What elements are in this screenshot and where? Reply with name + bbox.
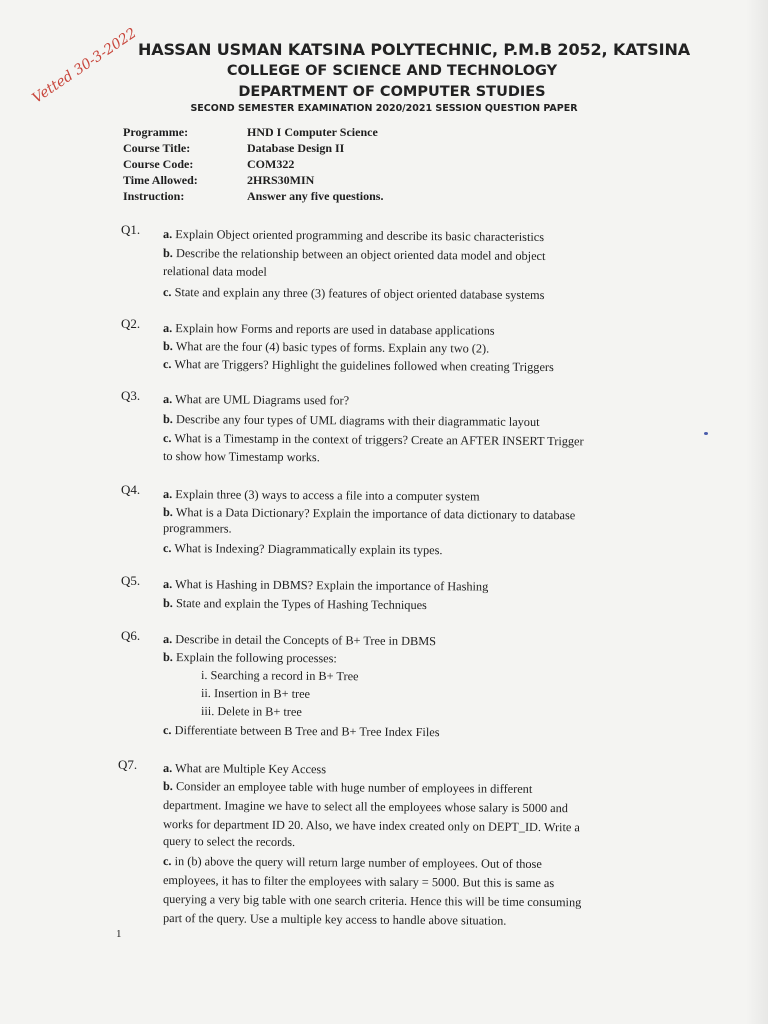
line-text: State and explain any three (3) features of object oriented database systems xyxy=(171,285,545,302)
part-marker: c. xyxy=(162,357,172,372)
info-programme xyxy=(123,125,378,140)
part-marker: b. xyxy=(162,596,173,611)
line-text: relational data model xyxy=(162,264,267,279)
line-text: querying a very big table with one search criteria. Hence this will be time consuming xyxy=(162,892,582,910)
question-line xyxy=(163,650,337,666)
part-marker: b. xyxy=(162,650,173,665)
question-line xyxy=(163,541,443,558)
part-marker: c. xyxy=(162,541,172,556)
question-number: Q1. xyxy=(121,222,141,237)
question-line xyxy=(163,892,581,910)
question-line xyxy=(163,246,546,264)
question-line xyxy=(163,321,495,339)
question-number: Q7. xyxy=(118,757,138,772)
line-text: What are UML Diagrams used for? xyxy=(172,392,350,408)
college-title: COLLEGE OF SCIENCE AND TECHNOLOGY xyxy=(226,63,558,79)
line-text: in (b) above the query will return large number of employees. Out of those xyxy=(171,854,542,871)
info-instruction xyxy=(123,189,384,204)
part-marker: a. xyxy=(162,487,173,502)
part-marker: b. xyxy=(162,505,173,520)
info-time-allowed xyxy=(123,173,315,188)
line-text: programmers. xyxy=(162,521,232,536)
question-line xyxy=(163,412,540,430)
time-label: Time Allowed: xyxy=(123,173,198,187)
question-number: Q5. xyxy=(121,573,141,588)
question-line xyxy=(163,431,584,449)
question-line xyxy=(163,761,326,777)
line-text: What is a Timestamp in the context of triggers? Create an AFTER INSERT Trigger xyxy=(171,431,584,449)
question-line xyxy=(163,285,545,303)
line-text: What are the four (4) basic types of forms. Explain any two (2). xyxy=(172,339,490,356)
question-line xyxy=(163,873,554,891)
line-text: i. Searching a record in B+ Tree xyxy=(200,668,359,684)
department-title: DEPARTMENT OF COMPUTER STUDIES xyxy=(238,84,546,100)
line-text: Explain three (3) ways to access a file into a computer system xyxy=(172,487,480,504)
question-line xyxy=(163,911,507,929)
exam-title: SECOND SEMESTER EXAMINATION 2020/2021 SESSION QUESTION PAPER xyxy=(190,103,578,114)
question-number: Q3. xyxy=(121,388,141,403)
part-marker: a. xyxy=(162,227,173,242)
question-line xyxy=(163,449,320,465)
part-marker: c. xyxy=(162,285,172,300)
line-text: Describe any four types of UML diagrams with their diagrammatic layout xyxy=(172,412,540,429)
question-line xyxy=(201,704,302,720)
line-text: Explain how Forms and reports are used in database applications xyxy=(172,321,495,338)
part-marker: a. xyxy=(162,392,173,407)
programme-value: HND I Computer Science xyxy=(247,125,378,139)
course-code-value: COM322 xyxy=(247,157,295,171)
question-line xyxy=(163,596,427,613)
part-marker: b. xyxy=(162,779,173,794)
instruction-label: Instruction: xyxy=(123,189,185,203)
part-marker: c. xyxy=(162,431,172,446)
page-number: 1 xyxy=(116,928,122,940)
line-text: What are Triggers? Highlight the guidelines followed when creating Triggers xyxy=(171,357,554,375)
part-marker: a. xyxy=(162,632,173,647)
question-line xyxy=(201,686,310,702)
line-text: State and explain the Types of Hashing Techniques xyxy=(172,596,427,613)
scan-edge-shadow xyxy=(746,0,768,1024)
question-number: Q2. xyxy=(121,316,141,331)
line-text: to show how Timestamp works. xyxy=(162,449,320,465)
part-marker: c. xyxy=(162,723,172,738)
course-title-label: Course Title: xyxy=(123,141,191,155)
question-line xyxy=(163,854,542,872)
instruction-value: Answer any five questions. xyxy=(247,189,384,203)
line-text: Differentiate between B Tree and B+ Tree Index Files xyxy=(171,723,440,740)
part-marker: b. xyxy=(162,339,173,354)
line-text: Explain Object oriented programming and describe its basic characteristics xyxy=(172,227,545,244)
line-text: Describe the relationship between an object oriented data model and object xyxy=(172,246,546,264)
question-line xyxy=(163,487,480,504)
line-text: iii. Delete in B+ tree xyxy=(200,704,302,719)
part-marker: b. xyxy=(162,412,173,427)
question-line xyxy=(163,227,544,245)
question-line xyxy=(163,357,554,375)
question-line xyxy=(163,834,295,850)
line-text: Consider an employee table with huge number of employees in different xyxy=(172,779,533,796)
line-text: query to select the records. xyxy=(162,834,296,850)
line-text: works for department ID 20. Also, we have index created only on DEPT_ID. Write a xyxy=(162,817,580,835)
info-course-code xyxy=(123,157,295,172)
question-line xyxy=(163,798,568,816)
question-number: Q4. xyxy=(121,482,141,497)
line-text: What is Indexing? Diagrammatically explain its types. xyxy=(171,541,443,558)
line-text: Explain the following processes: xyxy=(172,650,337,666)
question-line xyxy=(163,264,267,280)
question-line xyxy=(163,779,532,797)
handwritten-vetted-note: Vetted 30-3-2022 xyxy=(29,25,140,107)
line-text: What is Hashing in DBMS? Explain the importance of Hashing xyxy=(172,577,489,594)
part-marker: c. xyxy=(162,854,172,869)
programme-label: Programme: xyxy=(123,125,189,139)
course-title-value: Database Design II xyxy=(247,141,345,155)
question-line xyxy=(163,577,488,595)
question-line xyxy=(163,392,349,408)
ink-speck xyxy=(704,432,708,435)
line-text: What is a Data Dictionary? Explain the importance of data dictionary to database xyxy=(172,505,576,523)
question-number: Q6. xyxy=(121,628,141,643)
institution-title: HASSAN USMAN KATSINA POLYTECHNIC, P.M.B 2052, KATSINA xyxy=(137,40,691,59)
question-line xyxy=(163,632,436,649)
line-text: part of the query. Use a multiple key access to handle above situation. xyxy=(162,911,507,928)
line-text: Describe in detail the Concepts of B+ Tree in DBMS xyxy=(172,632,437,649)
question-line xyxy=(163,521,232,537)
question-line xyxy=(163,339,489,357)
part-marker: a. xyxy=(162,321,173,336)
line-text: employees, it has to filter the employees with salary = 5000. But this is same as xyxy=(162,873,555,891)
part-marker: a. xyxy=(162,577,173,592)
part-marker: a. xyxy=(162,761,173,776)
question-line xyxy=(163,723,440,740)
line-text: department. Imagine we have to select all the employees whose salary is 5000 and xyxy=(162,798,569,816)
course-code-label: Course Code: xyxy=(123,157,194,171)
info-course-title xyxy=(123,141,345,156)
line-text: What are Multiple Key Access xyxy=(172,761,327,777)
part-marker: b. xyxy=(162,246,173,261)
time-value: 2HRS30MIN xyxy=(247,173,315,187)
question-line xyxy=(163,817,580,835)
line-text: ii. Insertion in B+ tree xyxy=(200,686,311,701)
question-line xyxy=(201,668,359,684)
